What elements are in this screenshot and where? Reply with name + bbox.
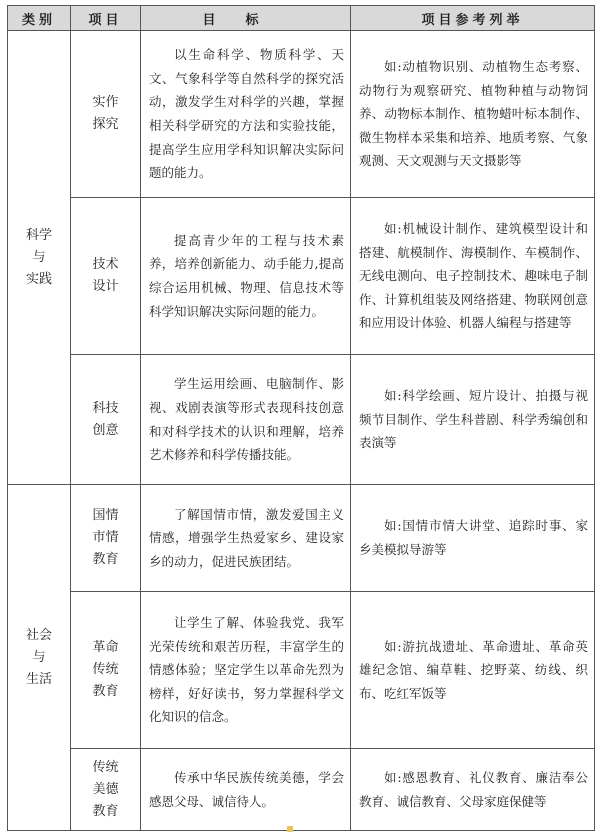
examples-cell: 如:机械设计制作、建筑模型设计和搭建、航模制作、海模制作、车模制作、无线电测向、电子控制技术、趣味电子制作、计算机组装及网络搭建、物联网创意和应用设计体验、机器人编程与搭建等	[351, 198, 595, 355]
project-cell: 传统 美德 教育	[71, 749, 141, 831]
activity-table	[7, 5, 595, 831]
header-goal: 目标	[141, 6, 351, 31]
goal-cell: 传承中华民族传统美德，学会感恩父母、诚信待人。	[141, 749, 351, 831]
project-cell: 科技 创意	[71, 355, 141, 485]
project-cell: 革命 传统 教育	[71, 592, 141, 749]
table-row	[8, 31, 595, 198]
goal-cell: 让学生了解、体验我党、我军光荣传统和艰苦历程，丰富学生的情感体验；坚定学生以革命先烈为榜样，好好读书，努力掌握科学文化知识的信念。	[141, 592, 351, 749]
project-cell: 技术 设计	[71, 198, 141, 355]
page-marker	[287, 826, 293, 832]
table-header-row	[8, 6, 595, 31]
examples-cell: 如:科学绘画、短片设计、拍摄与视频节目制作、学生科普剧、科学秀编创和表演等	[351, 355, 595, 485]
goal-cell: 了解国情市情，激发爱国主义情感，增强学生热爱家乡、建设家乡的动力，促进民族团结。	[141, 485, 351, 592]
examples-cell: 如:动植物识别、动植物生态考察、动物行为观察研究、植物种植与动物饲养、动物标本制作、植物蜡叶标本制作、微生物样本采集和培养、地质考察、气象观测、天文观测与天文摄影等	[351, 31, 595, 198]
table-row	[8, 485, 595, 592]
examples-cell: 如:感恩教育、礼仪教育、廉洁奉公教育、诚信教育、父母家庭保健等	[351, 749, 595, 831]
table-row	[8, 355, 595, 485]
category-cell: 科学 与 实践	[8, 31, 71, 485]
header-examples: 项目参考列举	[351, 6, 595, 31]
table-row	[8, 592, 595, 749]
project-cell: 实作 探究	[71, 31, 141, 198]
project-cell: 国情 市情 教育	[71, 485, 141, 592]
table-row	[8, 749, 595, 831]
category-cell: 社会 与 生活	[8, 485, 71, 831]
header-category: 类别	[8, 6, 71, 31]
header-project: 项目	[71, 6, 141, 31]
goal-cell: 学生运用绘画、电脑制作、影视、戏剧表演等形式表现科技创意和对科学技术的认识和理解，培养艺术修养和科学传播技能。	[141, 355, 351, 485]
examples-cell: 如:国情市情大讲堂、追踪时事、家乡美模拟导游等	[351, 485, 595, 592]
table-row	[8, 198, 595, 355]
goal-cell: 提高青少年的工程与技术素养，培养创新能力、动手能力,提高综合运用机械、物理、信息技术等科学知识解决实际问题的能力。	[141, 198, 351, 355]
examples-cell: 如:游抗战遗址、革命遗址、革命英雄纪念馆、编草鞋、挖野菜、纺线、织布、吃红军饭等	[351, 592, 595, 749]
goal-cell: 以生命科学、物质科学、天文、气象科学等自然科学的探究活动，激发学生对科学的兴趣，掌握相关科学研究的方法和实验技能，提高学生应用学科知识解决实际问题的能力。	[141, 31, 351, 198]
